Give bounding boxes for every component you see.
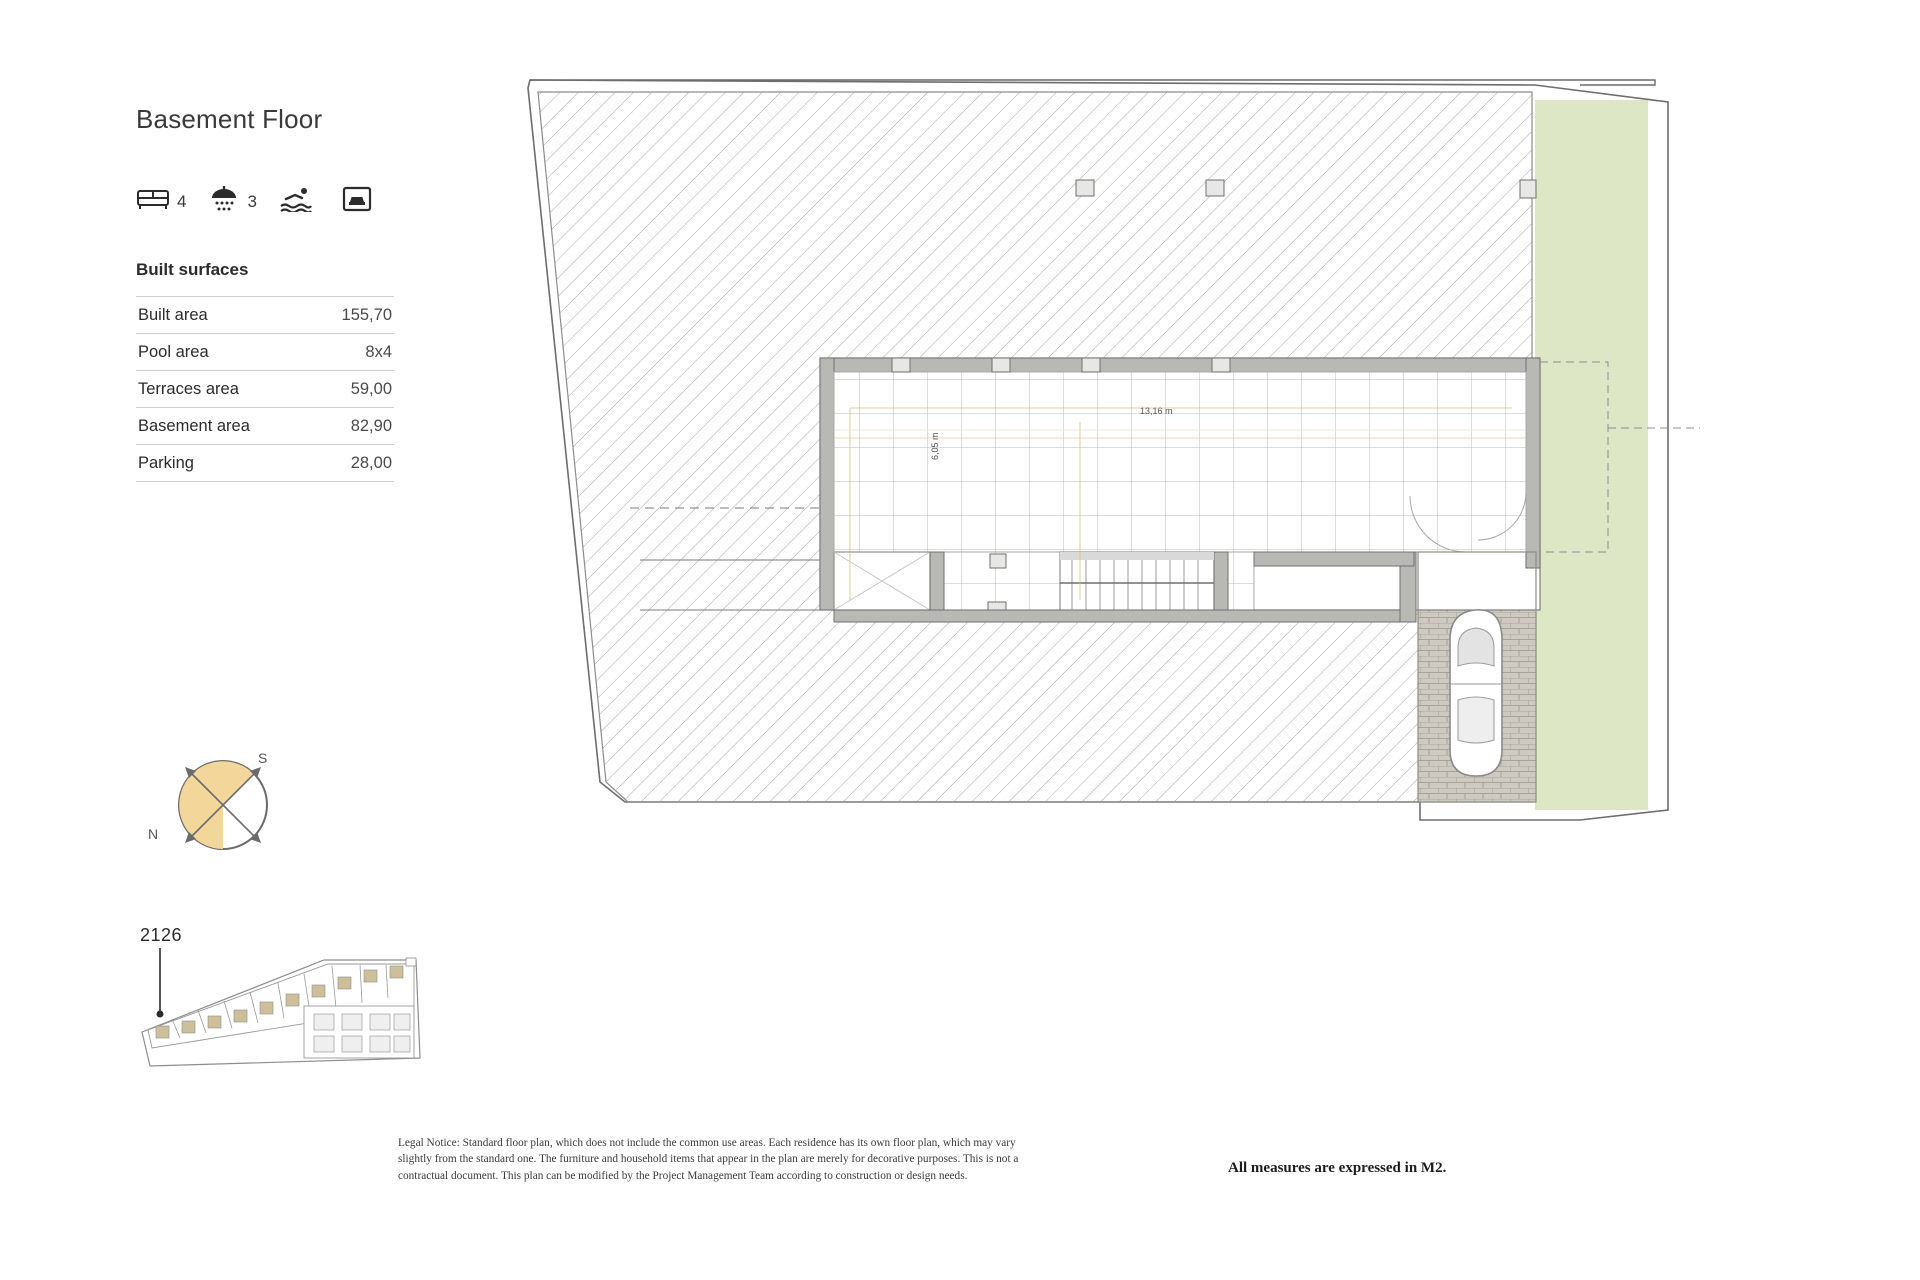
bathrooms-count: 3	[247, 191, 257, 211]
shower-icon	[208, 185, 240, 218]
pool-icon	[279, 186, 313, 217]
car-illustration	[1450, 610, 1502, 776]
table-row	[136, 371, 394, 408]
table-row	[136, 297, 394, 334]
built-surfaces-heading: Built surfaces	[136, 260, 249, 279]
height-dimension-label: 6,05 m	[930, 432, 940, 460]
feature-parking	[342, 185, 379, 218]
bed-icon	[136, 186, 170, 217]
row-label: Pool area	[138, 343, 209, 361]
row-value: 59,00	[350, 380, 392, 398]
width-dimension-label: 13,16 m	[1140, 406, 1173, 416]
table-row	[136, 334, 394, 371]
table-row	[136, 445, 394, 482]
table-row	[136, 408, 394, 445]
floor-plan-drawing	[520, 40, 1820, 1060]
basement-bathroom	[834, 552, 944, 610]
info-panel	[0, 0, 500, 1280]
legal-notice: Legal Notice: Standard floor plan, which does not include the common use areas. Each residence has its own floor plan, which may vary slightly from the standard one. The furniture and household items that appear in the plan are merely for decorative purposes. This is not a contractual document. This plan can be modified by the Project Management Team according to construction or design needs.	[398, 1137, 1019, 1182]
compass-label-south: S	[258, 750, 268, 766]
parking-icon	[342, 185, 372, 218]
built-surfaces-table	[136, 296, 394, 482]
site-key-plan	[128, 940, 428, 1080]
feature-pool	[279, 186, 320, 217]
compass-rose	[168, 750, 278, 860]
unit-number-label: 2126	[140, 925, 183, 945]
row-value: 82,90	[350, 417, 392, 435]
row-value: 28,00	[350, 454, 392, 472]
garden-area	[1535, 100, 1648, 810]
measures-note: All measures are expressed in M2.	[1228, 1160, 1447, 1176]
feature-icon-strip	[136, 185, 401, 218]
feature-bathrooms	[208, 185, 256, 218]
row-label: Parking	[138, 454, 194, 472]
row-value: 8x4	[365, 343, 392, 361]
row-value: 155,70	[341, 306, 392, 324]
row-label: Basement area	[138, 417, 250, 435]
staircase	[1060, 552, 1228, 614]
bedrooms-count: 4	[177, 191, 187, 211]
compass-label-north: N	[148, 826, 159, 842]
plan-svg	[520, 40, 1820, 1060]
row-label: Terraces area	[138, 380, 239, 398]
feature-bedrooms	[136, 186, 186, 217]
page-title: Basement Floor	[136, 104, 323, 134]
row-label: Built area	[138, 306, 208, 324]
